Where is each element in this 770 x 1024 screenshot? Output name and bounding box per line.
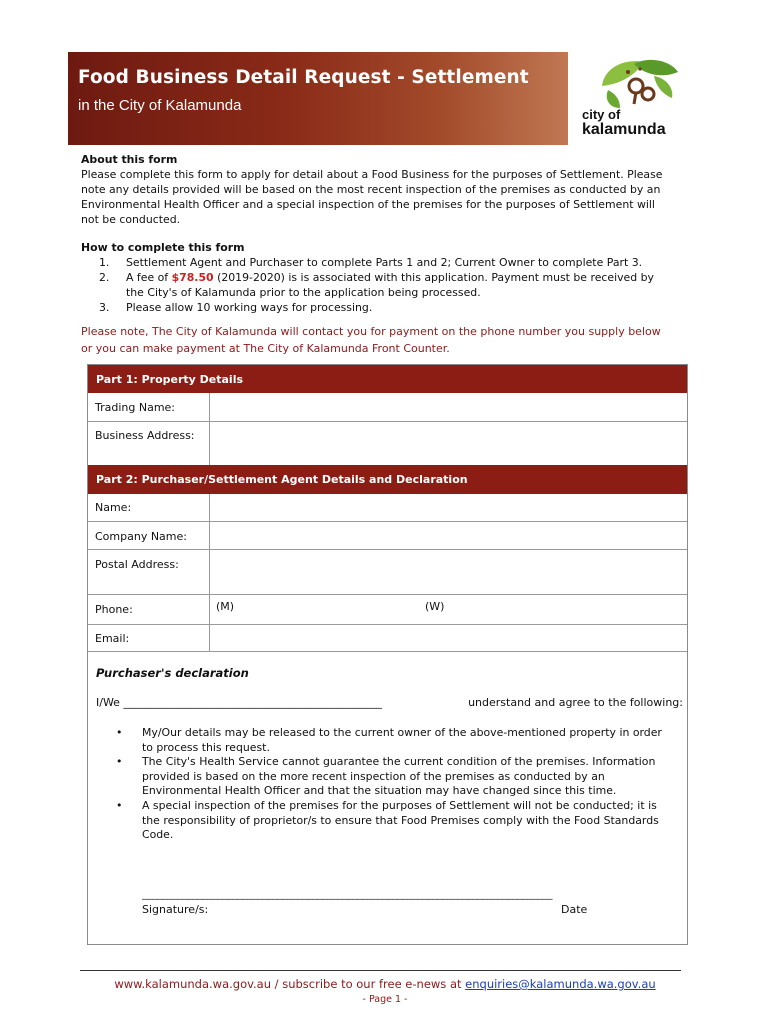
phone-mobile-field[interactable] [238, 595, 418, 624]
step-text: A fee of [126, 271, 172, 284]
bullet-line: A special inspection of the premises for the purposes of Settlement will not be conducted; it is [142, 799, 657, 812]
page-subtitle: in the City of Kalamunda [78, 97, 242, 114]
date-label: Date [561, 903, 588, 916]
trading-name-field[interactable] [210, 393, 687, 421]
bullet-line: provided is based on the more recent inspection of the premises as conducted by an [142, 769, 605, 783]
phone-mobile-label: (M) [216, 600, 235, 613]
declaration-iwe [96, 696, 686, 709]
signature-label: Signature/s: [142, 903, 209, 916]
postal-address-field[interactable] [210, 550, 687, 594]
signature-line[interactable]: __________________________________________________________________________________ [142, 887, 552, 900]
fee-amount: $78.50 [171, 271, 214, 284]
trading-name-row [88, 393, 687, 422]
business-address-row [88, 422, 687, 465]
bullet-icon: • [116, 755, 123, 768]
name-label: Name: [95, 501, 132, 514]
how-to-heading: How to complete this form [81, 241, 245, 254]
about-heading: About this form [81, 153, 178, 166]
iwe-agreement-text: understand and agree to the following: [468, 696, 683, 709]
page-title: Food Business Detail Request - Settlement [78, 67, 529, 88]
logo-text-kalamunda: kalamunda [582, 121, 666, 138]
declaration-title: Purchaser's declaration [96, 666, 249, 680]
bullet-icon: • [116, 799, 123, 812]
step-text: (2019-2020) is is associated with this application. Payment must be received by [213, 271, 654, 284]
bullet-icon: • [116, 726, 123, 739]
city-logo [568, 52, 686, 145]
postal-address-row [88, 550, 687, 595]
bullet-line: the responsibility of proprietor/s to ensure that Food Premises comply with the Food Standards [142, 813, 659, 827]
iwe-blank[interactable]: I/We _______________________________________________ [96, 696, 382, 709]
step-text: Settlement Agent and Purchaser to complete Parts 1 and 2; Current Owner to complete Part 3. [126, 256, 643, 269]
part1-header: Part 1: Property Details [88, 365, 687, 393]
footer-divider [80, 970, 681, 971]
note-line: or you can make payment at The City of Kalamunda Front Counter. [81, 342, 450, 355]
postal-address-label: Postal Address: [95, 558, 179, 571]
declaration-bullet [116, 755, 676, 799]
list-number: 2. [99, 271, 110, 284]
list-number: 1. [99, 256, 110, 269]
email-label: Email: [95, 632, 130, 645]
trading-name-label: Trading Name: [95, 401, 176, 414]
step-text: the City's of Kalamunda prior to the application being processed. [126, 286, 481, 299]
part2-header: Part 2: Purchaser/Settlement Agent Details and Declaration [88, 465, 687, 494]
company-name-field[interactable] [210, 522, 687, 549]
logo-text-city-of: city of [582, 107, 621, 122]
how-to-list [81, 255, 681, 315]
name-row [88, 494, 687, 522]
business-address-field[interactable] [210, 422, 687, 465]
email-field[interactable] [210, 625, 687, 651]
page-number: - Page 1 - [362, 994, 408, 1005]
phone-label: Phone: [95, 603, 133, 616]
footer-separator-text: / subscribe to our free e-news at [271, 977, 466, 991]
about-body [81, 167, 681, 227]
declaration-bullet [116, 799, 676, 843]
bullet-line: Code. [142, 828, 174, 842]
bullet-line: to process this request. [142, 740, 270, 754]
about-line: not be conducted. [81, 213, 181, 226]
payment-note [81, 323, 691, 357]
list-item [81, 255, 681, 270]
name-field[interactable] [210, 494, 687, 521]
about-line: Environmental Health Officer and a special inspection of the premises for the purposes of Settlement will [81, 198, 655, 211]
list-item [81, 300, 681, 315]
step-text: Please allow 10 working ways for processing. [126, 301, 373, 314]
website-link[interactable]: www.kalamunda.wa.gov.au [114, 977, 272, 991]
phone-work-label: (W) [425, 600, 445, 613]
email-row [88, 625, 687, 652]
business-address-label: Business Address: [95, 429, 195, 442]
bullet-line: Environmental Health Officer and that the situation may have changed since this time. [142, 784, 617, 798]
email-link[interactable]: enquiries@kalamunda.wa.gov.au [465, 977, 656, 991]
bullet-line: The City's Health Service cannot guarantee the current condition of the premises. Information [142, 755, 656, 768]
phone-row [88, 595, 687, 625]
request-form [87, 364, 688, 945]
company-name-row [88, 522, 687, 550]
bullet-line: My/Our details may be released to the current owner of the above-mentioned property in order [142, 726, 662, 739]
header-banner [68, 52, 686, 145]
about-line: Please complete this form to apply for detail about a Food Business for the purposes of Settlement. Please [81, 168, 663, 181]
company-name-label: Company Name: [95, 530, 187, 543]
about-line: note any details provided will be based on the most recent inspection of the premises as conducted by an [81, 183, 661, 196]
list-item [81, 270, 681, 300]
note-line: Please note, The City of Kalamunda will contact you for payment on the phone number you supply below [81, 325, 661, 338]
logo-leaves-icon [574, 56, 680, 110]
footer [80, 977, 690, 991]
phone-work-field[interactable] [448, 595, 687, 624]
list-number: 3. [99, 301, 110, 314]
declaration-bullet [116, 726, 676, 755]
